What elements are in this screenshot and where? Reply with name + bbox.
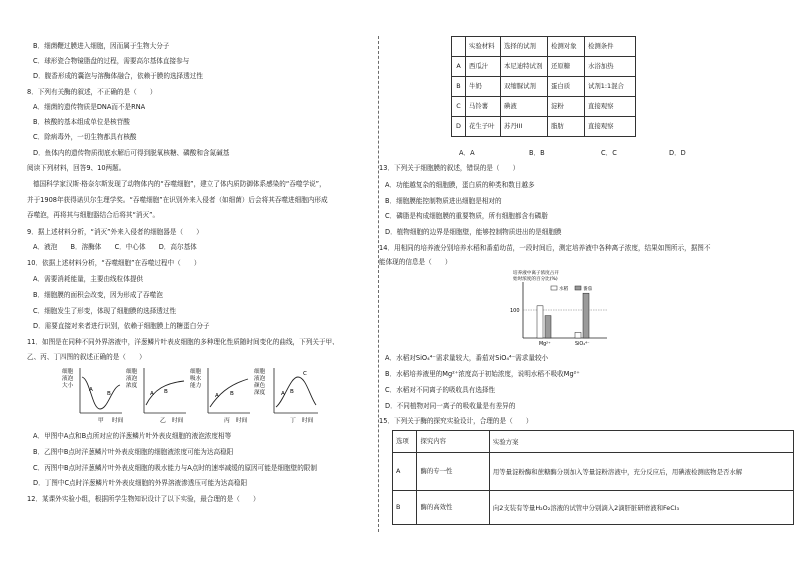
table-cell: 牛奶 bbox=[466, 77, 501, 97]
bar-tomato-0 bbox=[545, 316, 551, 338]
table-cell: D bbox=[452, 117, 466, 137]
q11-option-b: B．乙图中B点时洋葱鳞片叶外表皮细胞的细胞液浓度可能为达高稳阳 bbox=[33, 448, 234, 456]
table-cell: 还原糖 bbox=[548, 57, 585, 77]
chart-bars bbox=[537, 293, 589, 338]
graph-yi bbox=[126, 367, 186, 424]
q14-option-d: D．不同植物对同一离子的吸收量是有差异的 bbox=[385, 402, 516, 410]
q7-option-b: B．细菌鞭过膜进入细胞，因而属于生物大分子 bbox=[33, 42, 170, 50]
q12-option-d: D．D bbox=[669, 149, 686, 157]
graph-ding-ylabel-2: 液泡 bbox=[254, 376, 266, 382]
graph-bing-point-b: B bbox=[230, 391, 234, 397]
q12-table bbox=[451, 36, 636, 137]
q11-option-d: D．丁图中C点时洋葱鳞片叶外表皮细胞的外界溶液渗透压可能为达高稳阳 bbox=[33, 479, 248, 487]
table-cell: 试剂1:1混合 bbox=[585, 77, 636, 97]
graph-bing-tag: 丙 bbox=[224, 418, 230, 424]
legend-swatch-tomato bbox=[575, 286, 581, 290]
graph-bing-point-a: A bbox=[215, 393, 219, 399]
graph-jia-point-b: B bbox=[107, 391, 111, 397]
q11-stem-2: 乙、丙、丁四图的叙述正确的是（ ） bbox=[27, 353, 146, 361]
q11-graphs bbox=[60, 365, 320, 427]
graph-ding-point-b: B bbox=[290, 389, 294, 395]
chart-category-sio4: SiO₄⁴⁻ bbox=[575, 342, 590, 347]
q12-stem: 12．某课外实验小组，根据所学生物知识设计了以下实验，最合理的是（ ） bbox=[27, 495, 260, 503]
table-cell: C bbox=[452, 97, 466, 117]
q9-stem: 9．据上述材料分析，“消灭”外来入侵者的细胞器是（ ） bbox=[27, 228, 203, 236]
graph-yi-ylabel-1: 细胞 bbox=[126, 369, 138, 375]
table-cell: 碘液 bbox=[501, 97, 548, 117]
graph-jia-xlabel: 时间 bbox=[112, 418, 124, 424]
graph-yi-ylabel-2: 液泡 bbox=[126, 376, 138, 382]
table-cell: 花生子叶 bbox=[466, 117, 501, 137]
table-row bbox=[452, 37, 636, 57]
table-cell: 蛋白质 bbox=[548, 77, 585, 97]
q8-option-b: B．核酸的基本组成单位是核苷酸 bbox=[33, 118, 130, 126]
q13-option-d: D．植物细胞的边界是细胞壁，能够控制物质进出的是细胞膜 bbox=[385, 228, 562, 236]
bar-rice-0 bbox=[537, 306, 543, 338]
graph-bing-xlabel: 时间 bbox=[236, 418, 248, 424]
table-cell: A bbox=[393, 453, 417, 491]
table-row bbox=[393, 431, 794, 453]
table-header-cell: 检测条件 bbox=[585, 37, 636, 57]
q14-option-b: B．水稻培养液里的Mg²⁺浓度高于初始浓度，说明水稻不吸收Mg²⁺ bbox=[385, 370, 580, 378]
graph-yi-point-b: B bbox=[164, 389, 168, 395]
table-cell: 向2支装有等量H₂O₂溶液的试管中分别滴入2滴肝脏研磨液和FeCl₃ bbox=[489, 491, 793, 525]
table-cell: 马铃薯 bbox=[466, 97, 501, 117]
q10-option-c: C．细胞发生了形变，体现了细胞膜的选择透过性 bbox=[33, 307, 177, 315]
table-cell: 淀粉 bbox=[548, 97, 585, 117]
chart-title-line-2: 始时浓度的百分比(%) bbox=[513, 277, 558, 282]
q10-option-d: D．需要直接对来者进行识别，依赖于细胞膜上的糖蛋白分子 bbox=[33, 322, 210, 330]
graph-bing-ylabel-2: 吸水 bbox=[190, 376, 202, 382]
q15-stem: 15．下列关于酶的探究实验设计，合理的是（ ） bbox=[379, 417, 533, 425]
passage-line-2: 并于1908年获得诺贝尔生理学奖。“吞噬细胞”在识别外来入侵者（如细菌）后会将其吞噬进细胞内形成 bbox=[27, 196, 328, 204]
graph-jia-ylabel-2: 液泡 bbox=[62, 376, 74, 382]
table-cell: 脂肪 bbox=[548, 117, 585, 137]
q7-option-d: D．腹香形成的囊泡与溶酶体融合，依赖于膜的选择透过性 bbox=[33, 72, 203, 80]
table-row bbox=[452, 57, 636, 77]
table-header-cell: 检测对象 bbox=[548, 37, 585, 57]
ion-concentration-chart bbox=[501, 268, 611, 350]
table-row bbox=[452, 117, 636, 137]
q13-option-b: B．细胞膜能控制物质进出细胞是相对的 bbox=[385, 197, 502, 205]
q8-stem: 8．下列有关酶的叙述，不正确的是（ ） bbox=[27, 88, 157, 96]
graph-ding-xlabel: 时间 bbox=[302, 418, 314, 424]
q8-option-d: D．鱼体内的遗传物质彻底水解后可得到脱氧核糖、磷酸和含氮碱基 bbox=[33, 149, 230, 157]
q12-option-b: B．B bbox=[529, 149, 545, 157]
graph-yi-ylabel-3: 浓度 bbox=[126, 383, 138, 389]
table-row bbox=[452, 97, 636, 117]
q10-stem: 10．依据上述材料分析，“吞噬细胞”在吞噬过程中（ ） bbox=[27, 259, 201, 267]
graph-jia-curve bbox=[82, 377, 120, 409]
table-cell: 双缩脲试剂 bbox=[501, 77, 548, 97]
graph-ding-ylabel-3: 颜色 bbox=[254, 383, 266, 389]
q8-option-a: A．细菌的遗传物质是DNA而不是RNA bbox=[33, 103, 146, 111]
column-divider bbox=[378, 36, 379, 532]
table-cell: B bbox=[452, 77, 466, 97]
table-header-cell: 实验方案 bbox=[489, 431, 793, 453]
table-cell: B bbox=[393, 491, 417, 525]
graph-ding-point-c: C bbox=[303, 371, 307, 377]
passage-line-1: 德国科学家汉斯·格奈尔斯发现了动物体内的“吞噬细胞”，建立了体内质防御体系感染的“吞噬学说”， bbox=[33, 180, 326, 188]
q10-option-a: A．需要消耗能量，主要由线粒体提供 bbox=[33, 275, 144, 283]
graph-yi-tag: 乙 bbox=[160, 418, 166, 424]
q12-option-a: A．A bbox=[459, 149, 475, 157]
graph-jia-tag: 甲 bbox=[98, 418, 104, 424]
graph-ding bbox=[254, 367, 318, 424]
q14-stem: 14．用相同的培养液分别培养水稻和番茄幼苗，一段时间后，测定培养液中各种离子浓度，结果如图所示，据图不 bbox=[379, 244, 711, 252]
passage-line-3: 吞噬泡，再将其与细胞器结合后将其“消灭”。 bbox=[27, 211, 160, 219]
q9-options: A．液泡 B．溶酶体 C．中心体 D．高尔基体 bbox=[33, 243, 197, 251]
table-cell: 直接观察 bbox=[585, 97, 636, 117]
table-cell bbox=[452, 37, 466, 57]
graph-bing bbox=[190, 367, 250, 424]
graph-bing-ylabel-3: 能力 bbox=[190, 383, 202, 389]
bar-rice-1 bbox=[575, 332, 581, 338]
table-row bbox=[452, 77, 636, 97]
q11-option-a: A．甲图中A点和B点所对应的洋葱鳞片叶外表皮细胞的液泡浓度相等 bbox=[33, 432, 232, 440]
table-row bbox=[393, 491, 794, 525]
graph-jia-ylabel-1: 细胞 bbox=[62, 369, 74, 375]
bar-tomato-1 bbox=[583, 293, 589, 338]
q12-option-c: C．C bbox=[601, 149, 617, 157]
legend-label-rice: 水稻 bbox=[559, 287, 569, 292]
table-header-cell: 选项 bbox=[393, 431, 417, 453]
chart-title-line-1: 培养液中离子浓度占开 bbox=[513, 271, 559, 276]
q14-option-a: A．水稻对SiO₄⁴⁻需求量较大，番茄对SiO₄⁴⁻需求量较小 bbox=[385, 354, 549, 362]
graph-jia bbox=[62, 367, 124, 424]
q11-option-c: C．丙图中B点时洋葱鳞片叶外表皮细胞的吸水能力与A点时的速率减缓的原因可能是细胞壁的限制 bbox=[33, 464, 317, 472]
table-cell: 苏丹III bbox=[501, 117, 548, 137]
q10-option-b: B．细胞膜的面积会改变，因为形成了吞噬泡 bbox=[33, 291, 163, 299]
legend-swatch-rice bbox=[551, 286, 557, 290]
table-cell: 西瓜汁 bbox=[466, 57, 501, 77]
q13-stem: 13．下列关于细胞膜的叙述，错误的是（ ） bbox=[379, 164, 520, 172]
graph-yi-point-a: A bbox=[150, 391, 154, 397]
q11-stem: 11．如图是在同种不同外界溶液中，洋葱鳞片叶表皮细胞的多种理化性质随时间变化的曲线，下列关于甲、 bbox=[27, 338, 339, 346]
graph-ding-point-a: A bbox=[281, 391, 285, 397]
table-cell: A bbox=[452, 57, 466, 77]
chart-ytick-label: 100 bbox=[510, 308, 520, 314]
chart-category-mg: Mg²⁺ bbox=[539, 342, 551, 347]
graph-yi-xlabel: 时间 bbox=[172, 418, 184, 424]
q15-table bbox=[392, 430, 794, 525]
table-cell: 酶的高效性 bbox=[417, 491, 489, 525]
table-header-cell: 探究内容 bbox=[417, 431, 489, 453]
table-row bbox=[393, 453, 794, 491]
table-cell: 本尼迪特试剂 bbox=[501, 57, 548, 77]
q14-option-c: C．水稻对不同离子的吸收具有选择性 bbox=[385, 386, 496, 394]
table-cell: 水浴加热 bbox=[585, 57, 636, 77]
q14-stem-2: 能体现的信息是（ ） bbox=[379, 258, 452, 266]
table-header-cell: 实验材料 bbox=[466, 37, 501, 57]
graph-jia-ylabel-3: 大小 bbox=[62, 383, 74, 389]
table-cell: 用等量淀粉酶和蔗糖酶分别加入等量淀粉溶液中，充分反应后，用碘液检测底物是否水解 bbox=[489, 453, 793, 491]
legend-label-tomato: 番茄 bbox=[583, 287, 593, 292]
graph-ding-tag: 丁 bbox=[290, 418, 296, 424]
reading-intro: 阅读下列材料，回答9、10两题。 bbox=[27, 164, 126, 172]
graph-ding-ylabel-1: 细胞 bbox=[254, 369, 266, 375]
q7-option-c: C．球形瓷合物镜脂盘的过程，需要高尔基体直接参与 bbox=[33, 57, 190, 65]
q8-option-c: C．除病毒外，一切生物都具有核酸 bbox=[33, 133, 137, 141]
table-header-cell: 选择的试剂 bbox=[501, 37, 548, 57]
q13-option-a: A．功能越复杂的细胞膜，蛋白质的种类和数目越多 bbox=[385, 181, 535, 189]
graph-jia-point-a: A bbox=[89, 387, 93, 393]
table-cell: 酶的专一性 bbox=[417, 453, 489, 491]
q13-option-c: C．磷脂是构成细胞膜的重要物质，所有细胞都含有磷脂 bbox=[385, 212, 548, 220]
graph-bing-ylabel-1: 细胞 bbox=[190, 369, 202, 375]
graph-ding-ylabel-4: 深度 bbox=[254, 390, 266, 396]
table-cell: 直接观察 bbox=[585, 117, 636, 137]
